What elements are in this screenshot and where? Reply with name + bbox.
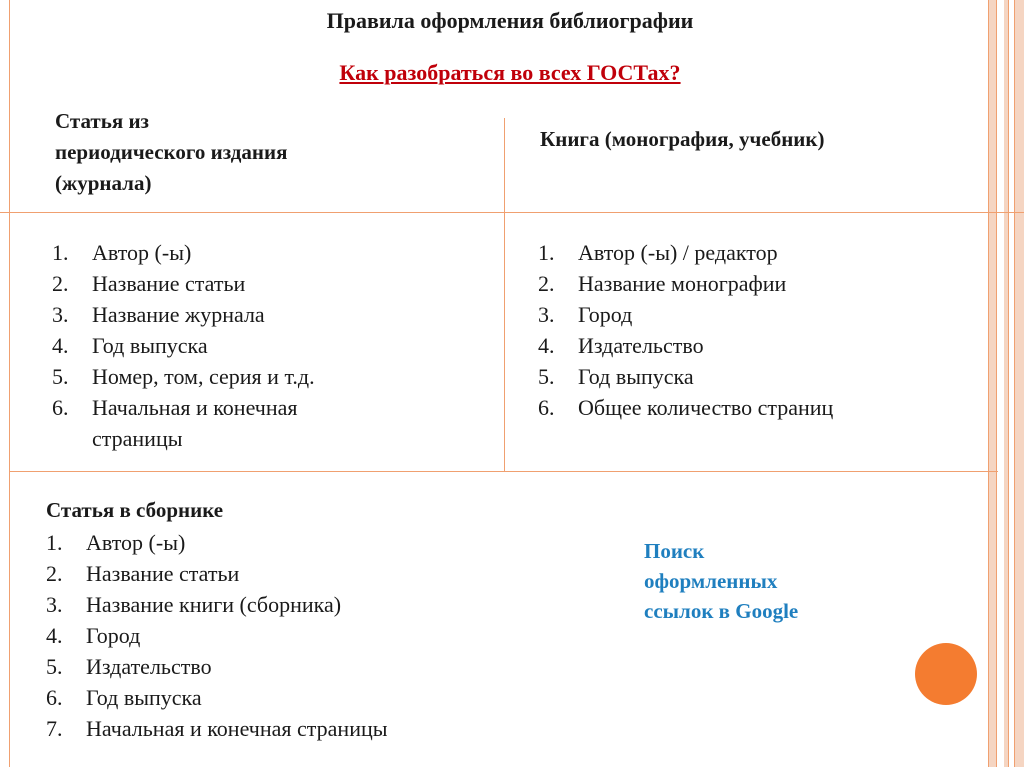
list-item: 5. Год выпуска [538,364,694,389]
collection-article-list [46,527,566,744]
list-item: 5. Издательство [46,654,212,679]
list-item: 4. Город [46,623,141,648]
right-decor-line [996,0,997,767]
table-divider-bottom [10,471,998,472]
page-title: Правила оформления библиографии [326,8,694,33]
list-item: 6. Общее количество страниц [538,395,834,420]
right-decor-line [1008,0,1009,767]
list-item: 3. Город [538,302,633,327]
book-list [538,237,958,423]
list-item: 5. Номер, том, серия и т.д. [52,364,315,389]
list-item: 4. Издательство [538,333,704,358]
list-item: 1. Автор (-ы) [52,240,192,265]
right-decor-line [988,0,989,767]
page-subtitle[interactable]: Как разобраться во всех ГОСТах? [339,60,681,85]
right-decor-stripe [1014,0,1024,767]
list-item: 2. Название статьи [46,561,240,586]
book-heading: Книга (монография, учебник) [540,127,825,151]
list-item: 7. Начальная и конечная страницы [46,716,388,741]
list-item: 6. Год выпуска [46,685,202,710]
journal-article-heading: Статья из периодического издания (журнала) [55,109,288,195]
list-item: 2. Название статьи [52,271,246,296]
google-search-link[interactable]: Поиск оформленных ссылок в Google [644,539,799,623]
list-item: 3. Название книги (сборника) [46,592,342,617]
table-divider-top [0,212,1024,213]
collection-article-heading: Статья в сборнике [46,498,224,522]
left-border [0,0,10,767]
list-item: 6. Начальная и конечная страницы [52,395,298,451]
list-item: 1. Автор (-ы) / редактор [538,240,778,265]
decorative-circle [915,643,977,705]
right-decor-line [1014,0,1015,767]
right-decor-stripe [988,0,996,767]
list-item: 4. Год выпуска [52,333,208,358]
journal-article-list [52,237,472,454]
list-item: 3. Название журнала [52,302,265,327]
table-divider-vertical [504,118,505,471]
list-item: 1. Автор (-ы) [46,530,186,555]
list-item: 2. Название монографии [538,271,787,296]
